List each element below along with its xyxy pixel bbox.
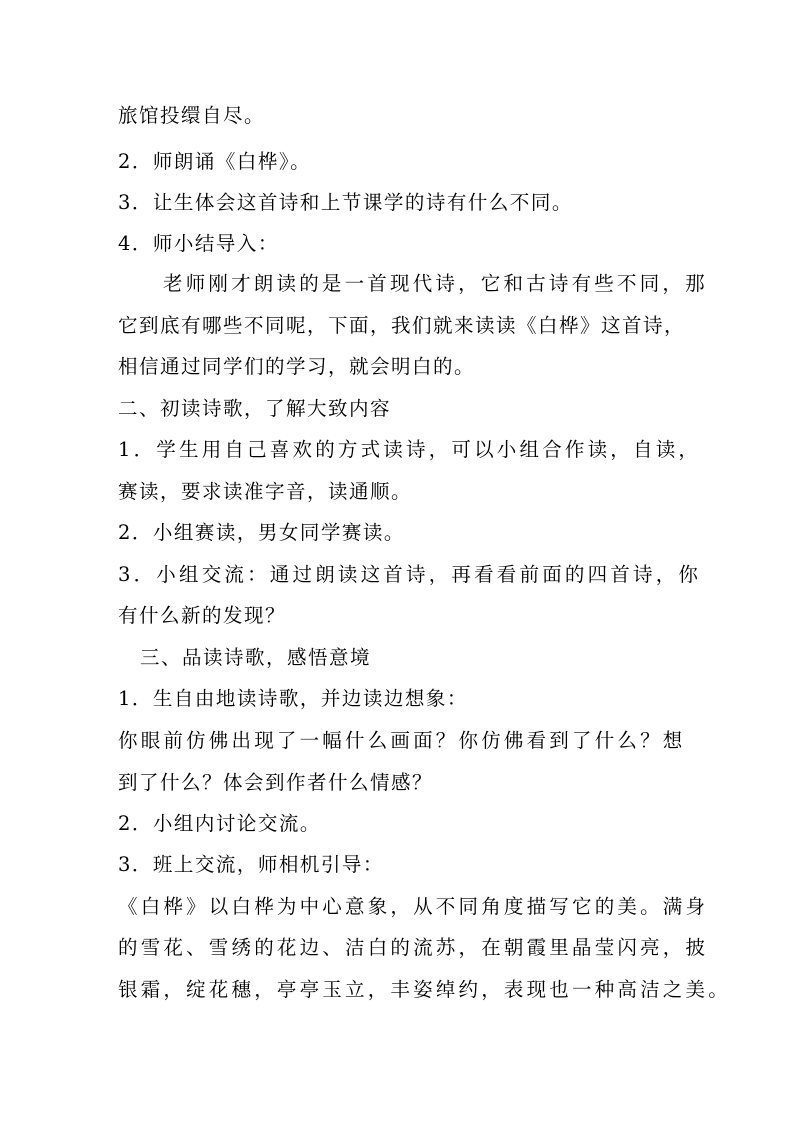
section-heading: 三、品读诗歌，感悟意境 bbox=[140, 646, 372, 669]
paragraph-line: 老师刚才朗读的是一首现代诗，它和古诗有些不同，那 bbox=[163, 272, 708, 295]
list-item-1: 1．学生用自己喜欢的方式读诗，可以小组合作读，自读， bbox=[118, 438, 702, 461]
paragraph-line: 旅馆投缳自尽。 bbox=[118, 104, 266, 127]
section-heading: 二、初读诗歌，了解大致内容 bbox=[118, 397, 392, 420]
paragraph-line: 它到底有哪些不同呢，下面，我们就来读读《白桦》这首诗， bbox=[118, 314, 686, 337]
paragraph-line: 有什么新的发现？ bbox=[118, 604, 287, 627]
list-item-3: 3．班上交流，师相机引导： bbox=[118, 853, 384, 876]
paragraph-line: 你眼前仿佛出现了一幅什么画面？你仿佛看到了什么？想 bbox=[118, 729, 686, 752]
list-item-2: 2．小组内讨论交流。 bbox=[118, 812, 321, 835]
paragraph-line: 银霜，绽花穗，亭亭玉立，丰姿绰约，表现也一种高洁之美。 bbox=[118, 978, 731, 1001]
list-item-4: 4．师小结导入： bbox=[118, 232, 279, 255]
list-item-2: 2．小组赛读，男女同学赛读。 bbox=[118, 521, 405, 544]
paragraph-line: 的雪花、雪绣的花边、洁白的流苏，在朝霞里晶莹闪亮，披 bbox=[118, 936, 709, 959]
list-item-2: 2．师朗诵《白桦》。 bbox=[118, 150, 312, 173]
paragraph-line: 到了什么？体会到作者什么情感？ bbox=[118, 771, 434, 794]
paragraph-line: 赛读，要求读准字音，读通顺。 bbox=[118, 480, 413, 503]
list-item-1: 1．生自由地读诗歌，并边读边想象： bbox=[118, 687, 468, 710]
paragraph-line: 《白桦》以白桦为中心意象，从不同角度描写它的美。满身 bbox=[118, 895, 709, 918]
paragraph-line: 相信通过同学们的学习，就会明白的。 bbox=[118, 355, 476, 378]
list-item-3: 3．小组交流：通过朗读这首诗，再看看前面的四首诗，你 bbox=[118, 563, 702, 586]
list-item-3: 3．让生体会这首诗和上节课学的诗有什么不同。 bbox=[118, 191, 573, 214]
